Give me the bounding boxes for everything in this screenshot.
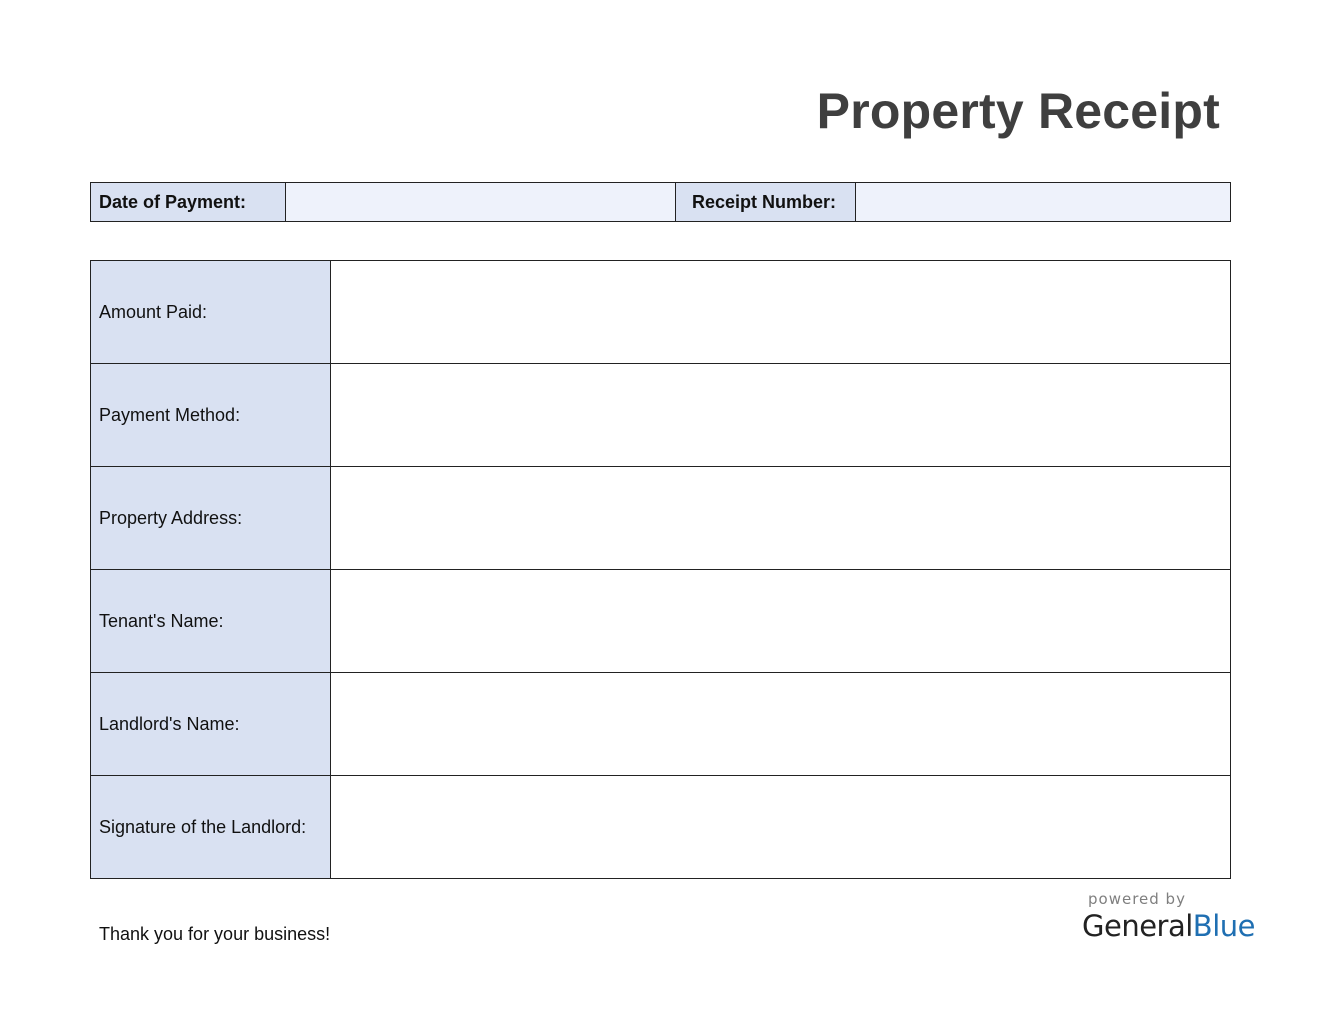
receipt-details-table [90, 260, 1231, 879]
date-of-payment-label: Date of Payment: [91, 183, 286, 222]
property-address-field[interactable] [331, 467, 1231, 570]
tenant-name-label: Tenant's Name: [91, 570, 331, 673]
table-row [91, 364, 1231, 467]
receipt-number-label: Receipt Number: [676, 183, 856, 222]
landlord-signature-field[interactable] [331, 776, 1231, 879]
brand-name-blue: Blue [1192, 909, 1255, 943]
document-title: Property Receipt [816, 83, 1220, 139]
landlord-name-field[interactable] [331, 673, 1231, 776]
table-row [91, 673, 1231, 776]
receipt-number-field[interactable] [856, 183, 1231, 222]
payment-method-field[interactable] [331, 364, 1231, 467]
thank-you-note: Thank you for your business! [99, 924, 331, 944]
landlord-signature-label: Signature of the Landlord: [91, 776, 331, 879]
property-address-label: Property Address: [91, 467, 331, 570]
header-fields-table [90, 182, 1231, 222]
header-fields-row [91, 183, 1231, 222]
date-of-payment-field[interactable] [286, 183, 676, 222]
brand-name-general: General [1082, 909, 1193, 943]
brand-logo [1082, 890, 1255, 944]
amount-paid-label: Amount Paid: [91, 261, 331, 364]
table-row [91, 467, 1231, 570]
table-row [91, 570, 1231, 673]
tenant-name-field[interactable] [331, 570, 1231, 673]
powered-by-text: powered by [1088, 890, 1186, 908]
table-row [91, 261, 1231, 364]
brand-name [1082, 908, 1255, 944]
payment-method-label: Payment Method: [91, 364, 331, 467]
table-row [91, 776, 1231, 879]
landlord-name-label: Landlord's Name: [91, 673, 331, 776]
amount-paid-field[interactable] [331, 261, 1231, 364]
